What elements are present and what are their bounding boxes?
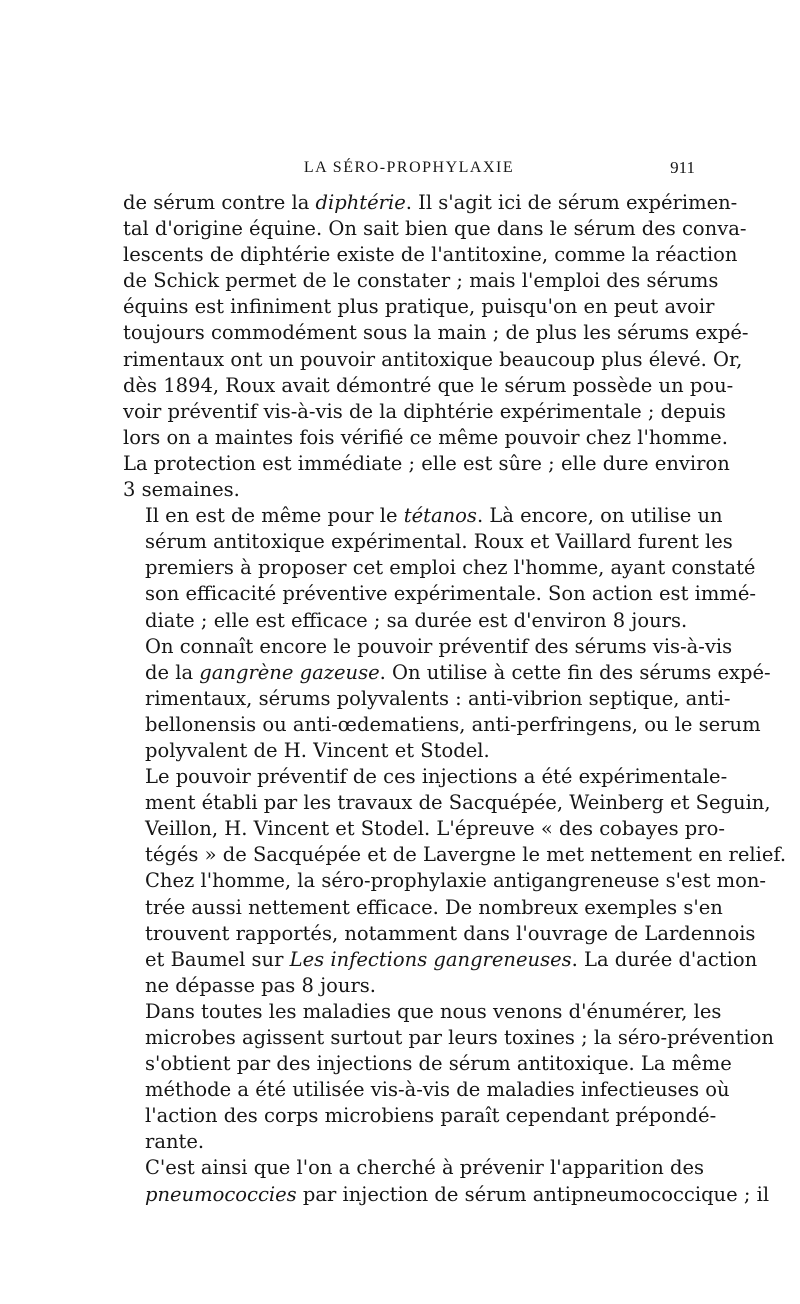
paragraph-p1 (123, 190, 749, 503)
text-line: tal d'origine équine. On sait bien que dans le sérum des conva- (123, 217, 747, 241)
text-line: de sérum contre la diphtérie. Il s'agit ici de sérum expérimen- (123, 191, 738, 214)
paragraph-p6 (123, 1155, 770, 1207)
text-line: lors on a maintes fois vérifié ce même pouvoir chez l'homme. (123, 425, 728, 449)
text-line: et Baumel sur Les infections gangreneuses. La durée d'action (145, 947, 758, 971)
text-line: Dans toutes les maladies que nous venons d'énumérer, les (145, 999, 722, 1023)
paragraph-p3 (123, 634, 771, 764)
paragraph-p2 (123, 503, 756, 633)
text-line: dès 1894, Roux avait démontré que le sérum possède un pou- (123, 373, 734, 397)
text-line: lescents de diphtérie existe de l'antitoxine, comme la réaction (123, 243, 738, 267)
text-line: diate ; elle est efficace ; sa durée est d'environ 8 jours. (145, 608, 688, 632)
italic-term: tétanos (403, 504, 477, 528)
text-line: de la gangrène gazeuse. On utilise à cette fin des sérums expé- (145, 660, 771, 684)
text-line: l'action des corps microbiens paraît cependant prépondé- (145, 1104, 717, 1128)
text-line: trouvent rapportés, notamment dans l'ouvrage de Lardennois (145, 921, 756, 945)
page-number: 911 (670, 158, 695, 177)
text-line: pneumococcies par injection de sérum antipneumococcique ; il (145, 1182, 770, 1206)
paragraph-p5 (123, 999, 774, 1156)
text-line: premiers à proposer cet emploi chez l'homme, ayant constaté (145, 556, 756, 580)
text-line: trée aussi nettement efficace. De nombreux exemples s'en (145, 895, 723, 919)
text-line: La protection est immédiate ; elle est sûre ; elle dure environ (123, 451, 730, 475)
text-line: C'est ainsi que l'on a cherché à prévenir l'apparition des (145, 1156, 704, 1180)
text-line: Le pouvoir préventif de ces injections a été expérimentale- (145, 765, 728, 789)
text-line: microbes agissent surtout par leurs toxines ; la séro-prévention (145, 1026, 774, 1049)
text-line: ment établi par les travaux de Sacquépée, Weinberg et Seguin, (145, 791, 771, 815)
text-line: voir préventif vis-à-vis de la diphtérie expérimentale ; depuis (123, 399, 726, 423)
text-line: méthode a été utilisée vis-à-vis de maladies infectieuses où (145, 1078, 730, 1102)
text-line: toujours commodément sous la main ; de plus les sérums expé- (123, 321, 749, 345)
text-line: tégés » de Sacquépée et de Lavergne le met nettement en relief. (145, 843, 787, 867)
running-head (123, 156, 695, 180)
text-line: Il en est de même pour le tétanos. Là encore, on utilise un (145, 504, 723, 528)
text-line: de Schick permet de le constater ; mais l'emploi des sérums (123, 269, 719, 293)
italic-term: gangrène gazeuse (199, 660, 380, 684)
text-line: rante. (145, 1130, 205, 1154)
text-line: rimentaux ont un pouvoir antitoxique beaucoup plus élevé. Or, (123, 347, 743, 371)
italic-term: pneumococcies (145, 1182, 297, 1206)
paragraph-p4 (123, 764, 787, 999)
text-line: On connaît encore le pouvoir préventif des sérums vis-à-vis (145, 634, 733, 658)
body-text (123, 190, 787, 1208)
text-line: Veillon, H. Vincent et Stodel. L'épreuve « des cobayes pro- (145, 817, 725, 841)
text-line: son efficacité préventive expérimentale. Son action est immé- (145, 582, 756, 606)
text-line: bellonensis ou anti-œdematiens, anti-perfringens, ou le serum (145, 712, 761, 736)
running-title: LA SÉRO-PROPHYLAXIE (303, 159, 515, 176)
italic-term: Les infections gangreneuses (289, 947, 572, 971)
text-line: 3 semaines. (123, 478, 240, 502)
text-line: polyvalent de H. Vincent et Stodel. (145, 738, 490, 762)
italic-term: diphtérie (315, 191, 406, 214)
text-line: Chez l'homme, la séro-prophylaxie antigangreneuse s'est mon- (145, 869, 767, 893)
text-line: ne dépasse pas 8 jours. (145, 973, 376, 997)
text-line: rimentaux, sérums polyvalents : anti-vibrion septique, anti- (145, 686, 731, 710)
text-line: sérum antitoxique expérimental. Roux et Vaillard furent les (145, 530, 733, 554)
text-line: s'obtient par des injections de sérum antitoxique. La même (145, 1052, 732, 1076)
text-line: équins est infiniment plus pratique, puisqu'on en peut avoir (123, 295, 715, 319)
